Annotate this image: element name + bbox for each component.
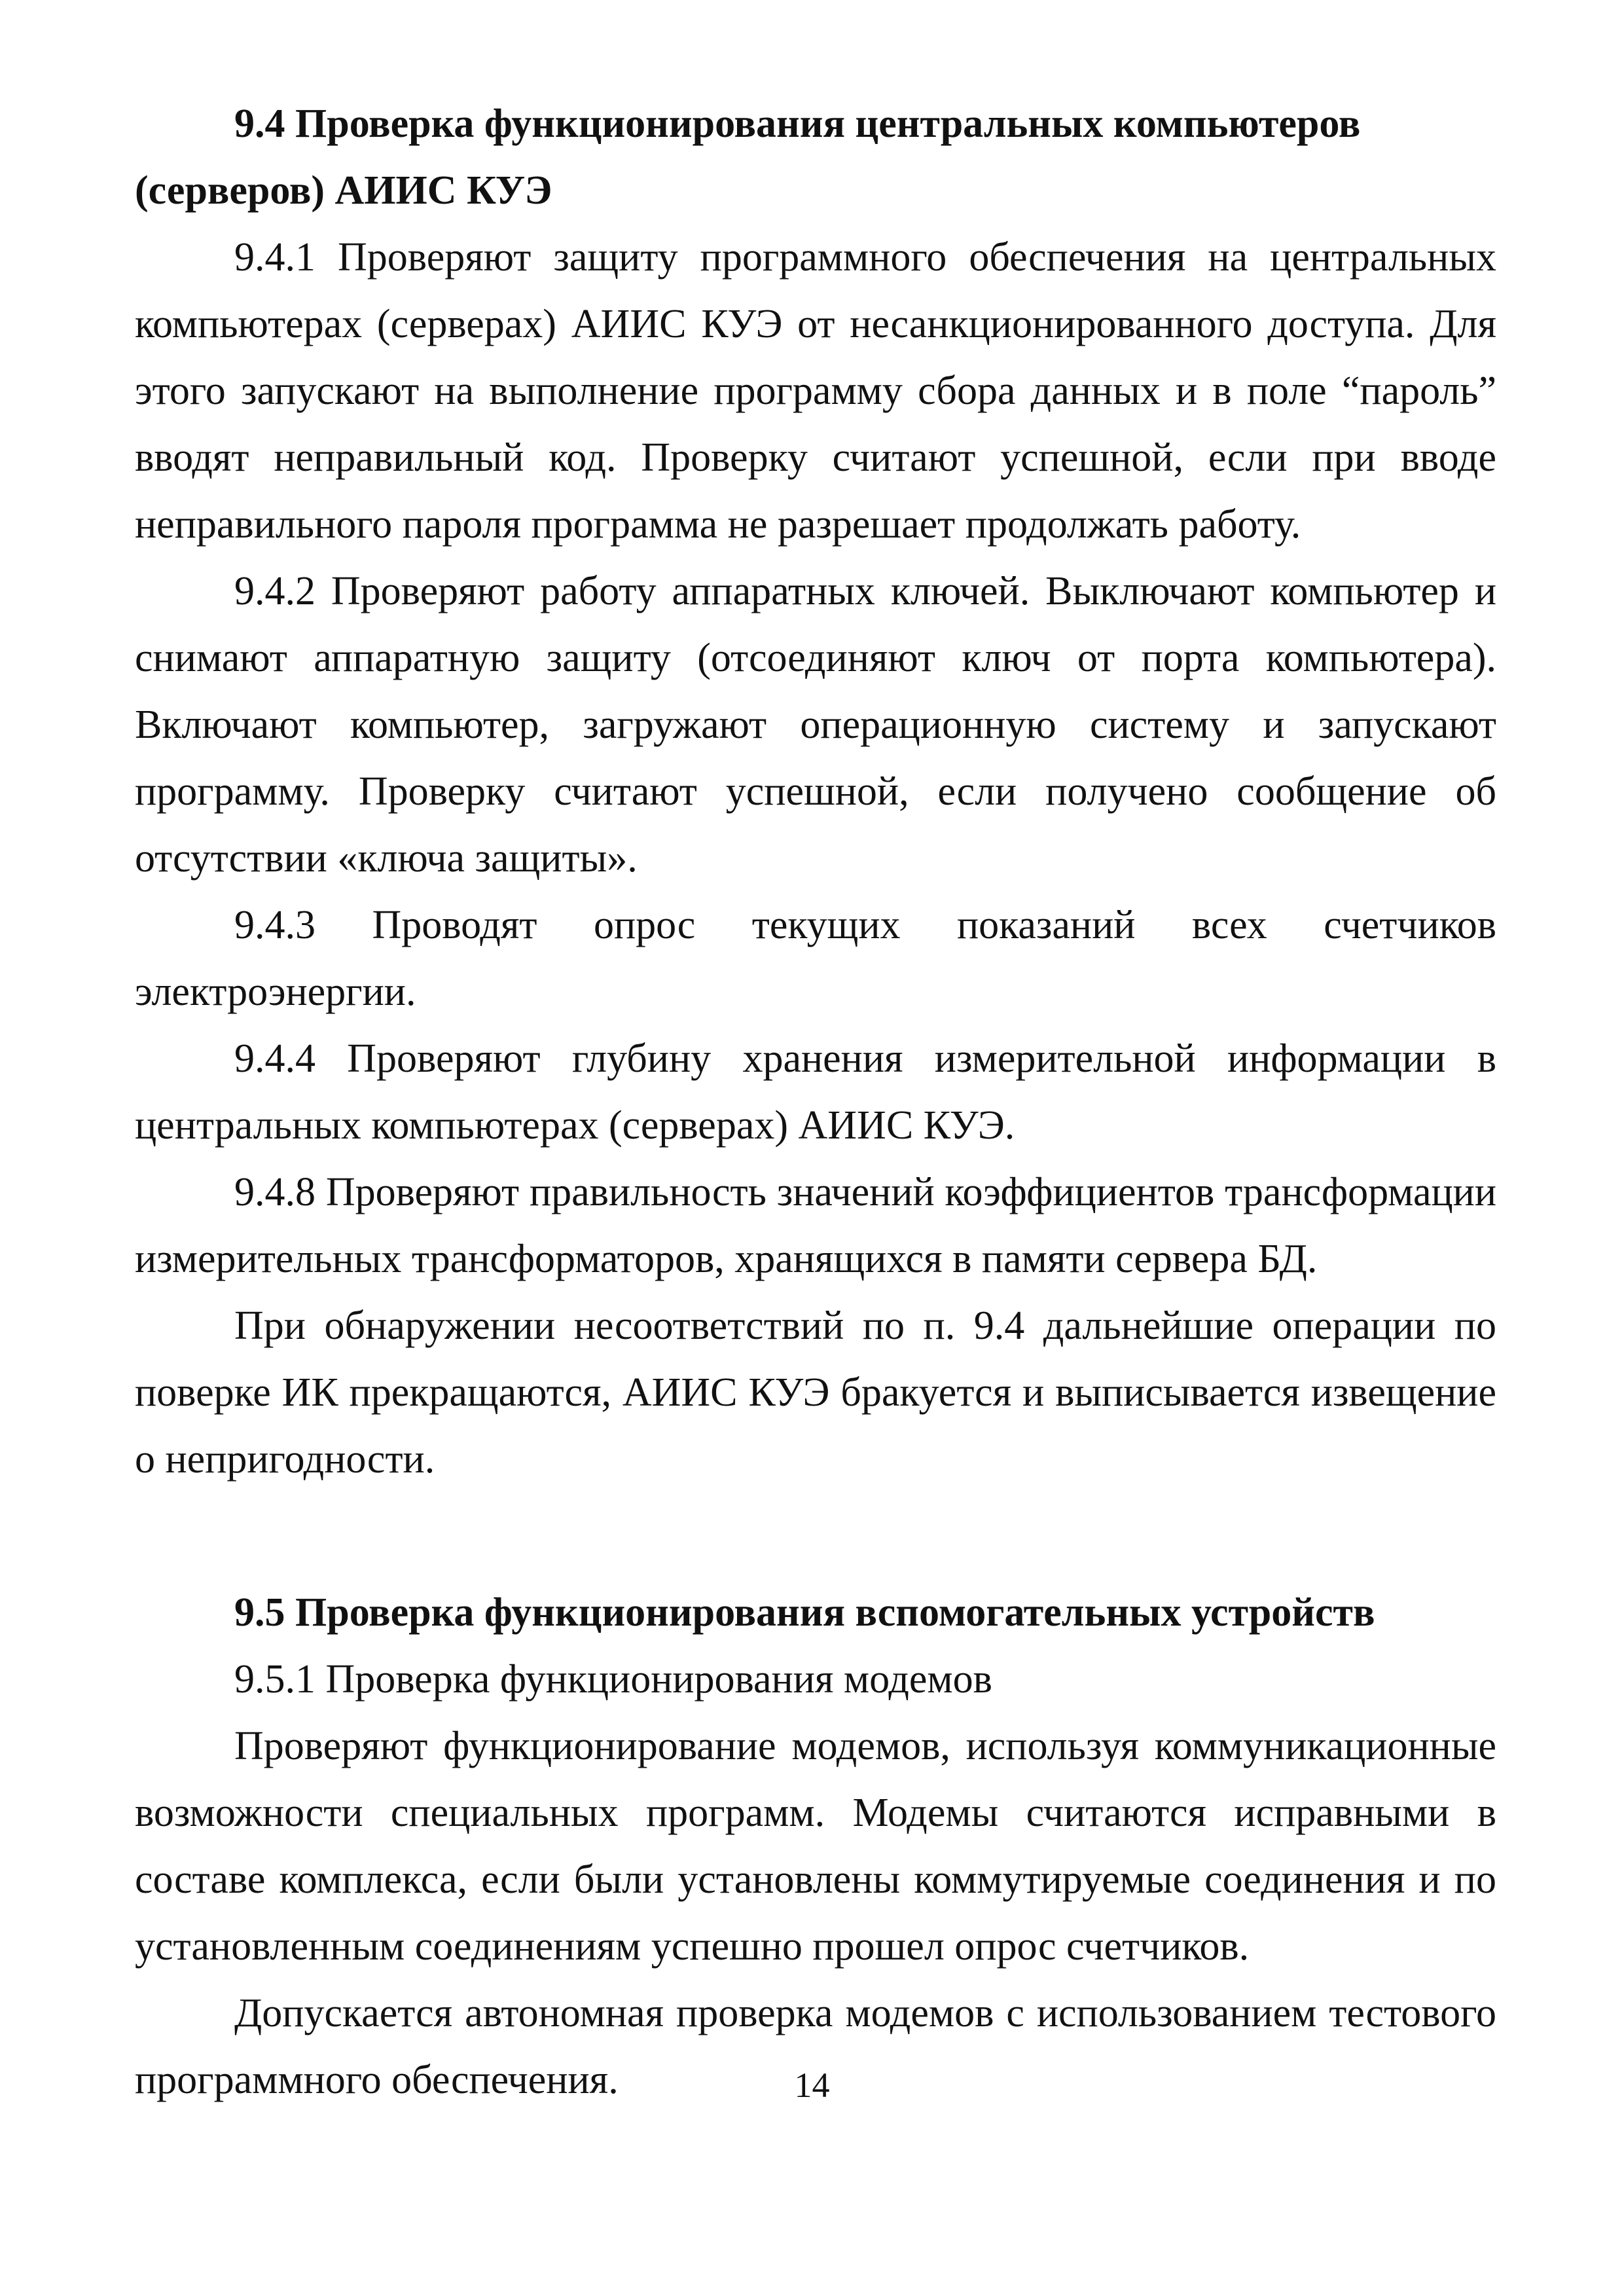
paragraph-autonomous-check: Допускается автономная проверка модемов с использованием тестового программного обеспечения. xyxy=(135,1991,1496,2102)
paragraph-9-4-8: 9.4.8 Проверяют правильность значений коэффициентов трансформации измерительных трансформаторов, хранящихся в памяти сервера БД. xyxy=(135,1170,1496,1281)
subheading-9-5-1: 9.5.1 Проверка функционирования модемов xyxy=(234,1657,992,1702)
paragraph-9-4-2: 9.4.2 Проверяют работу аппаратных ключей. Выключают компьютер и снимают аппаратную защиту (отсоединяют ключ от порта компьютера). Включают компьютер, загружают операционную систему и запускают программу. Проверку считают успешной, если получено сообщение об отсутствии «ключа защиты». xyxy=(135,569,1496,881)
paragraph-9-4-3: 9.4.3 Проводят опрос текущих показаний всех счетчиков электроэнергии. xyxy=(135,903,1496,1014)
paragraph-9-4-4: 9.4.4 Проверяют глубину хранения измерительной информации в центральных компьютерах (серверах) АИИС КУЭ. xyxy=(135,1036,1496,1148)
paragraph-9-4-1: 9.4.1 Проверяют защиту программного обеспечения на центральных компьютерах (серверах) АИИС КУЭ от несанкционированного доступа. Для этого запускают на выполнение программу сбора данных и в поле “пароль” вводят неправильный код. Проверку считают успешной, если при вводе неправильного пароля программа не разрешает продолжать работу. xyxy=(135,235,1496,547)
section-9-4-heading: 9.4 Проверка функционирования центральных компьютеров (серверов) АИИС КУЭ xyxy=(135,101,1361,213)
section-9-5-heading: 9.5 Проверка функционирования вспомогательных устройств xyxy=(234,1590,1375,1635)
paragraph-nonconformity: При обнаружении несоответствий по п. 9.4 дальнейшие операции по поверке ИК прекращаются, АИИС КУЭ бракуется и выписывается извещение о непригодности. xyxy=(135,1303,1496,1482)
paragraph-modems-check: Проверяют функционирование модемов, используя коммуникационные возможности специальных программ. Модемы считаются исправными в составе комплекса, если были установлены коммутируемые соединения и по установленным соединениям успешно прошел опрос счетчиков. xyxy=(135,1724,1496,1969)
page-number: 14 xyxy=(794,2066,830,2105)
page-content xyxy=(135,90,1496,2113)
